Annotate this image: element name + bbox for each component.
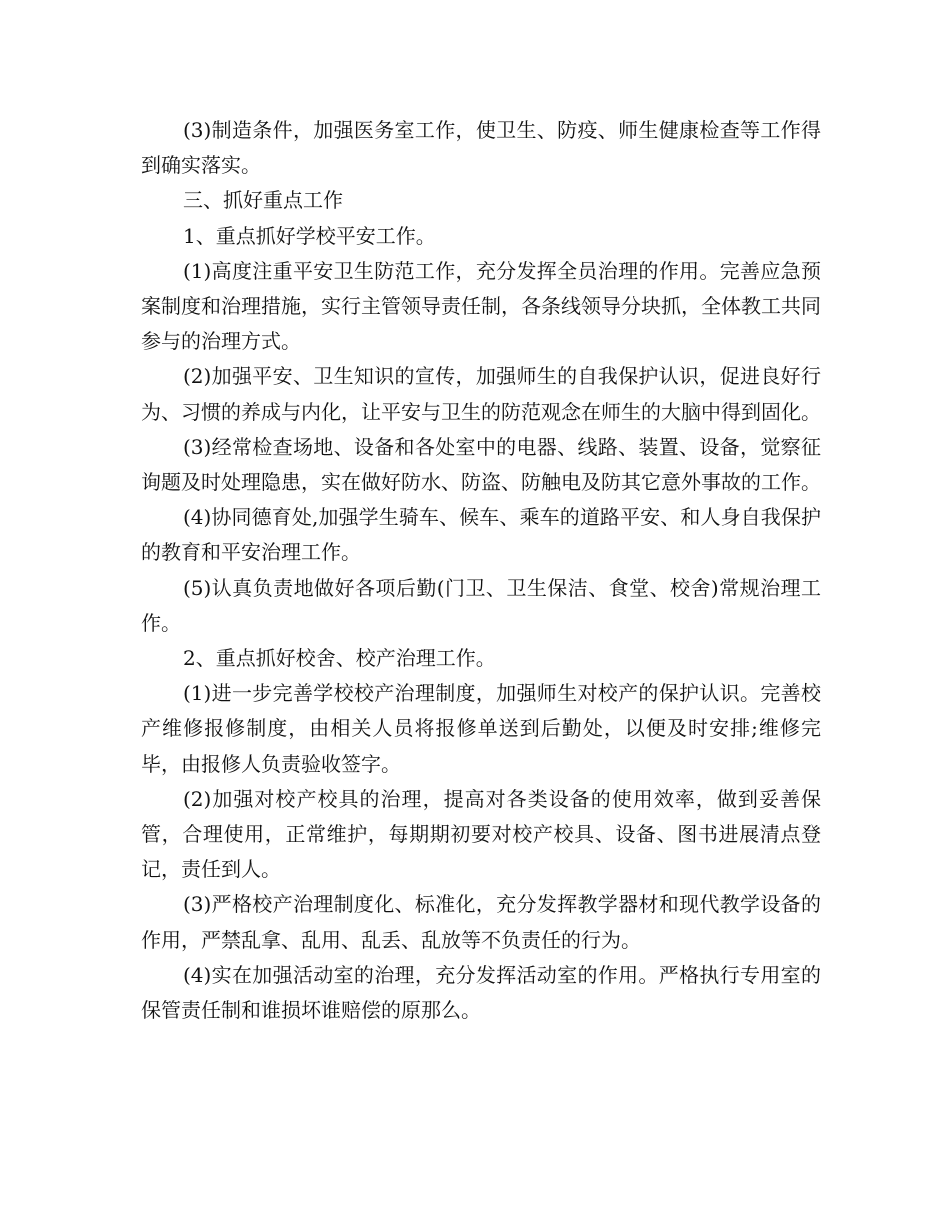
paragraph-safety-4: (4)协同德育处,加强学生骑车、候车、乘车的道路平安、和人身自我保护的教育和平安治理工作。 xyxy=(141,505,821,565)
paragraph-property-2: (2)加强对校产校具的治理，提高对各类设备的使用效率，做到妥善保管，合理使用，正常维护，每期期初要对校产校具、设备、图书进展清点登记，责任到人。 xyxy=(141,786,821,882)
section-heading-key-work: 三、抓好重点工作 xyxy=(183,188,343,213)
paragraph-safety-1: (1)高度注重平安卫生防范工作，充分发挥全员治理的作用。完善应急预案制度和治理措施，实行主管领导责任制，各条线领导分块抓，全体教工共同参与的治理方式。 xyxy=(141,258,821,354)
paragraph-property-1: (1)进一步完善学校校产治理制度，加强师生对校产的保护认识。完善校产维修报修制度，由相关人员将报修单送到后勤处，以便及时安排;维修完毕，由报修人负责验收签字。 xyxy=(141,681,821,776)
subsection-heading-property: 2、重点抓好校舍、校产治理工作。 xyxy=(183,646,496,671)
subsection-heading-school-safety: 1、重点抓好学校平安工作。 xyxy=(183,223,436,248)
paragraph-safety-3: (3)经常检查场地、设备和各处室中的电器、线路、装置、设备，觉察征询题及时处理隐患，实在做好防水、防盗、防触电及防其它意外事故的工作。 xyxy=(141,434,821,495)
document-page xyxy=(141,113,821,1028)
paragraph-property-3: (3)严格校产治理制度化、标准化，充分发挥教学器材和现代教学设备的作用，严禁乱拿、乱用、乱丢、乱放等不负责任的行为。 xyxy=(141,892,821,952)
paragraph-property-4: (4)实在加强活动室的治理，充分发挥活动室的作用。严格执行专用室的保管责任制和谁损坏谁赔偿的原那么。 xyxy=(141,962,821,1023)
paragraph-safety-5: (5)认真负责地做好各项后勤(门卫、卫生保洁、食堂、校舍)常规治理工作。 xyxy=(141,575,821,635)
paragraph-medical-room: (3)制造条件，加强医务室工作，使卫生、防疫、师生健康检查等工作得到确实落实。 xyxy=(141,118,821,178)
paragraph-safety-2: (2)加强平安、卫生知识的宣传，加强师生的自我保护认识，促进良好行为、习惯的养成与内化，让平安与卫生的防范观念在师生的大脑中得到固化。 xyxy=(141,364,821,424)
